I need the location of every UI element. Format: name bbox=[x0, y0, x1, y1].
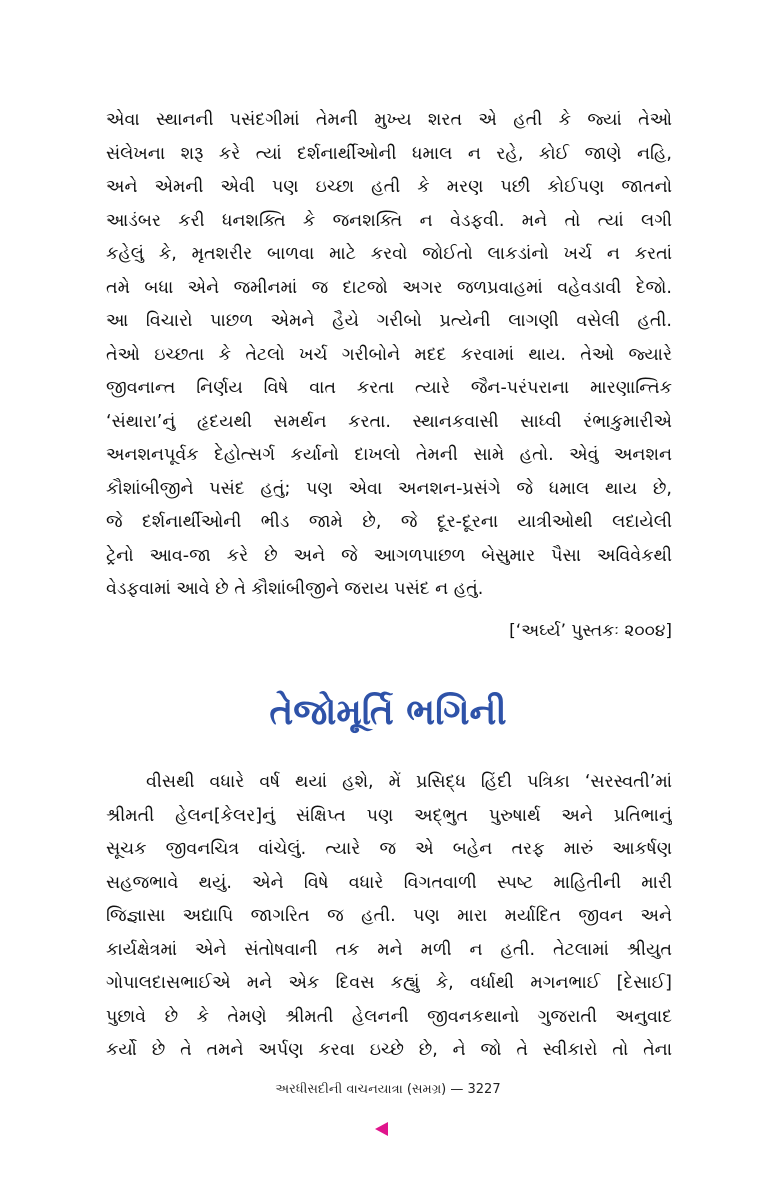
text-line: પુછાવે છે કે તેમણે શ્રીમતી હેલનની જીવનકથાનો ગુજરાતી અનુવાદ bbox=[106, 1006, 672, 1027]
text-line: અનશનપૂર્વક દેહોત્સર્ગ કર્યાનો દાખલો તેમની સામે હતો. એવું અનશન bbox=[106, 445, 672, 465]
text-line: અને એમની એવી પણ ઇચ્છા હતી કે મરણ પછી કોઈપણ જાતનો bbox=[106, 177, 672, 197]
text-line: કહેલું કે, મૃતશરીર બાળવા માટે કરવો જોઈતો લાકડાંનો ખર્ચ ન કરતાં bbox=[106, 244, 672, 264]
text-line: જિજ્ઞાસા અદ્યાપિ જાગરિત જ હતી. પણ મારા મર્યાદિત જીવન અને bbox=[106, 906, 672, 926]
text-line: વીસથી વધારે વર્ષ થયાં હશે, મેં પ્રસિદ્ધ હિંદી પત્રિકા ‘સરસ્વતી’માં bbox=[146, 772, 672, 792]
text-line: જીવનાન્ત નિર્ણય વિષે વાત કરતા ત્યારે જૈન-પરંપરાના મારણાન્તિક bbox=[106, 378, 672, 398]
text-line: કાર્યક્ષેત્રમાં એને સંતોષવાની તક મને મળી ન હતી. તેટલામાં શ્રીયુત bbox=[106, 939, 672, 960]
text-line: એવા સ્થાનની પસંદગીમાં તેમની મુખ્ય શરત એ હતી કે જ્યાં તેઓ bbox=[106, 110, 672, 130]
paragraph-section-1 bbox=[106, 104, 672, 607]
text-line: તેઓ ઇચ્છતા કે તેટલો ખર્ચ ગરીબોને મદદ કરવામાં થાય. તેઓ જ્યારે bbox=[106, 344, 672, 365]
paragraph-section-2 bbox=[106, 766, 672, 1068]
text-line: આ વિચારો પાછળ એમને હૈયે ગરીબો પ્રત્યેની લાગણી વસેલી હતી. bbox=[106, 311, 672, 331]
text-line: કૌશાંબીજીને પસંદ હતું; પણ એવા અનશન-પ્રસંગે જે ધમાલ થાય છે, bbox=[106, 478, 672, 499]
previous-page-arrow-icon[interactable] bbox=[375, 1122, 388, 1136]
text-line: ગોપાલદાસભાઈએ મને એક દિવસ કહ્યું કે, વર્ધાથી મગનભાઈ [દેસાઈ] bbox=[106, 973, 672, 993]
text-line: આડંબર કરી ધનશક્તિ કે જનશક્તિ ન વેડફવી. મને તો ત્યાં લગી bbox=[106, 210, 672, 231]
page-footer: અરધીસદીની વાચનયાત્રા (સમગ્ર) — 3227 bbox=[275, 1082, 501, 1097]
text-line: સૂચક જીવનચિત્ર વાંચેલું. ત્યારે જ એ બહેન તરફ મારું આકર્ષણ bbox=[106, 839, 672, 859]
text-line: ‘સંથારા’નું હૃદયથી સમર્થન કરતા. સ્થાનકવાસી સાધ્વી રંભાકુમારીએ bbox=[106, 411, 672, 432]
text-line: ટ્રેનો આવ-જા કરે છે અને જે આગળપાછળ બેસુમાર પૈસા અવિવેકથી bbox=[106, 545, 672, 566]
text-line: સંલેખના શરૂ કરે ત્યાં દર્શનાર્થીઓની ધમાલ ન રહે, કોઈ જાણે નહિ, bbox=[106, 143, 672, 164]
text-line: કર્યો છે તે તમને અર્પણ કરવા ઇચ્છે છે, ને જો તે સ્વીકારો તો તેના bbox=[106, 1040, 672, 1060]
text-line: તમે બધા એને જમીનમાં જ દાટજો અગર જળપ્રવાહમાં વહેવડાવી દેજો. bbox=[106, 277, 672, 298]
text-line: જે દર્શનાર્થીઓની ભીડ જામે છે, જે દૂર-દૂરના યાત્રીઓથી લદાયેલી bbox=[106, 512, 672, 532]
text-line: શ્રીમતી હેલન[કેલર]નું સંક્ષિપ્ત પણ અદ્ભુત પુરુષાર્થ અને પ્રતિભાનું bbox=[106, 805, 672, 826]
section-heading: તેજોમૂર્તિ ભગિની bbox=[269, 692, 507, 733]
text-line: સહજભાવે થયું. એને વિષે વધારે વિગતવાળી સ્પષ્ટ માહિતીની મારી bbox=[106, 872, 672, 893]
text-line: વેડફવામાં આવે છે તે કૌશાંબીજીને જરાય પસંદ ન હતું. bbox=[106, 579, 484, 599]
source-citation: [‘અર્ઘ્ય’ પુસ્તકઃ ૨૦૦૪] bbox=[509, 621, 672, 641]
